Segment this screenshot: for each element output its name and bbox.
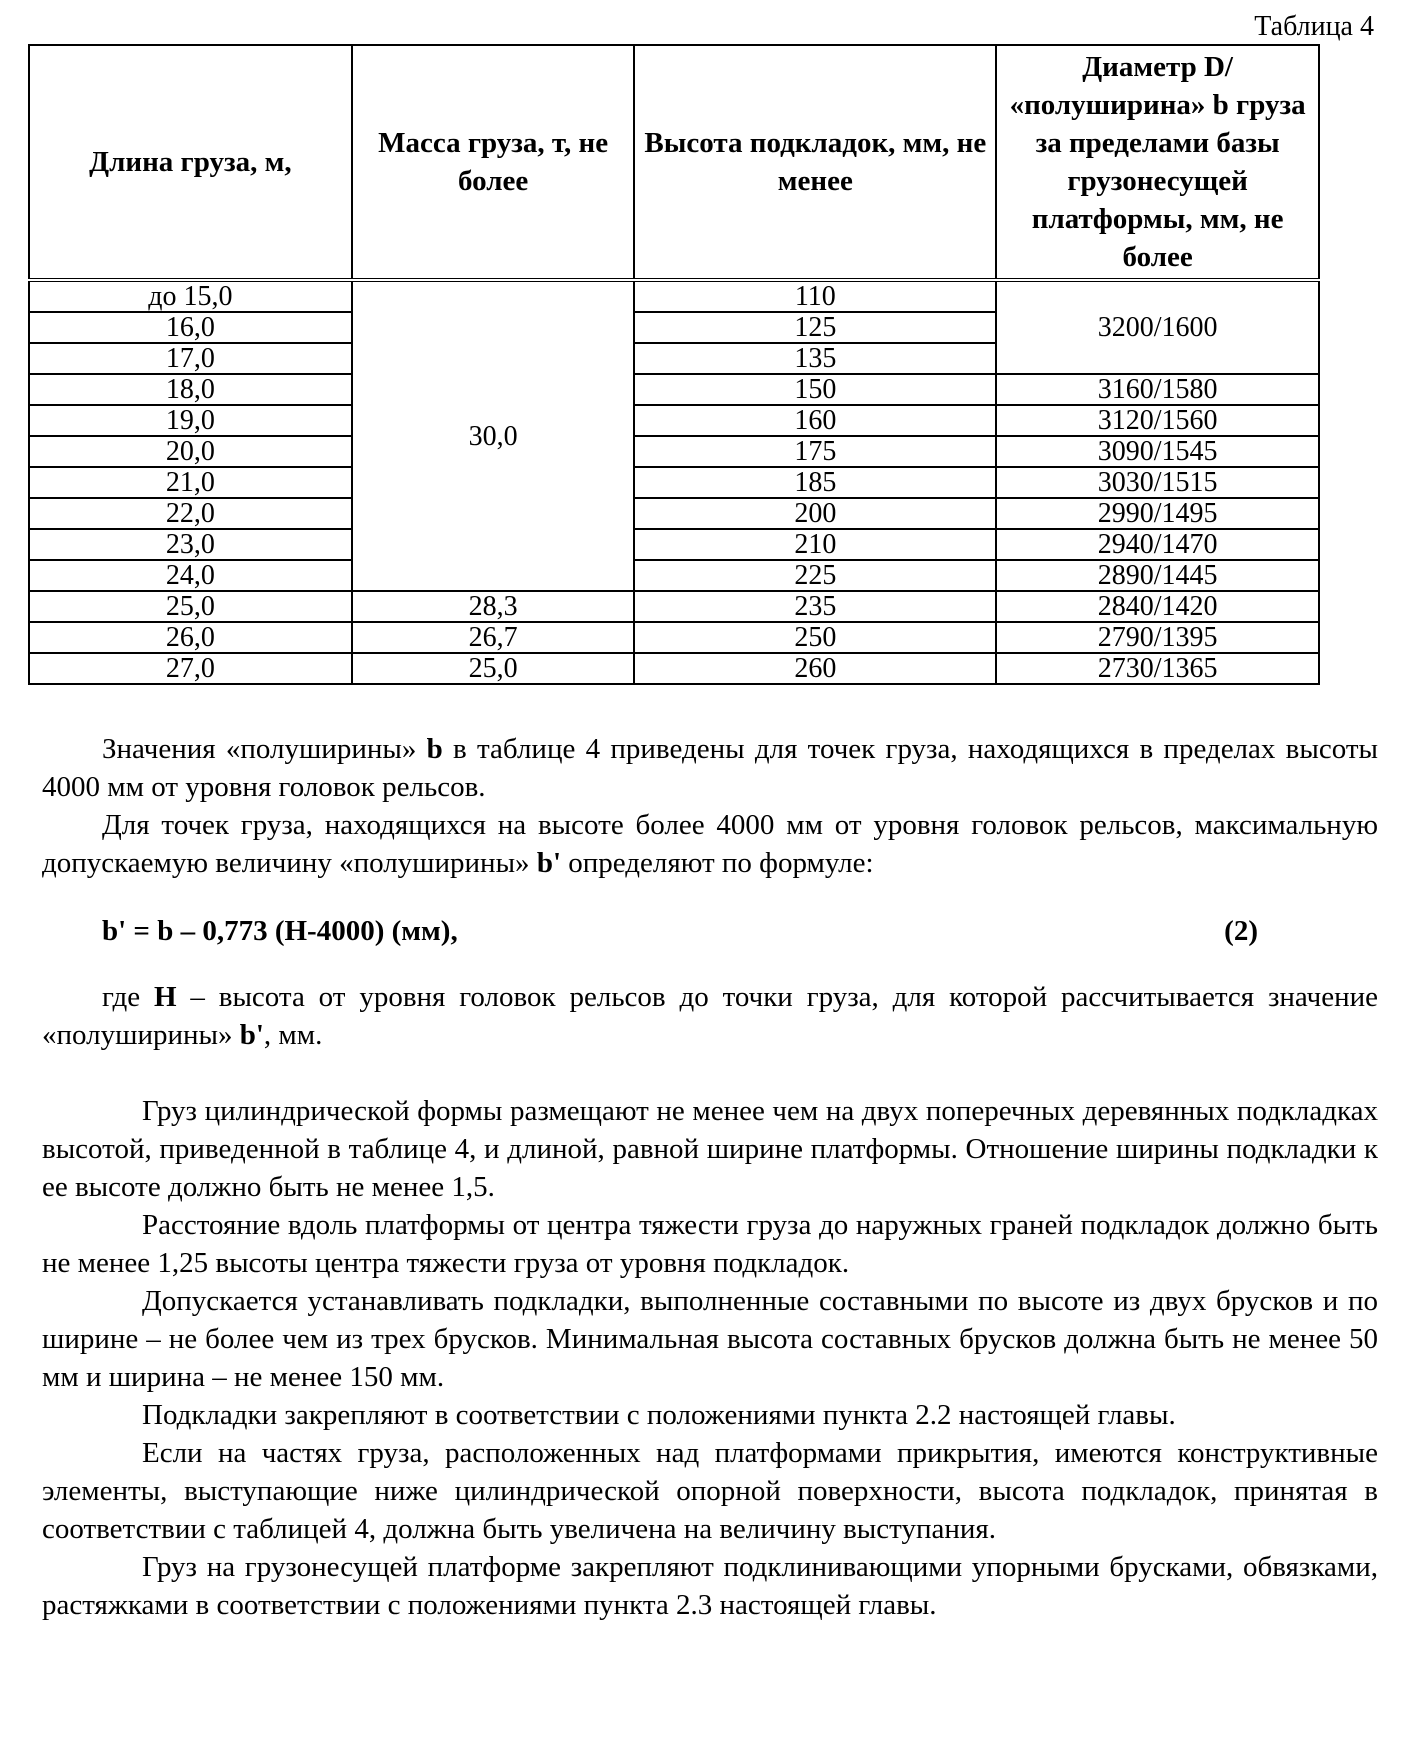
table-row <box>29 280 1319 312</box>
table-caption: Таблица 4 <box>1254 11 1374 42</box>
cell-diameter: 3030/1515 <box>996 467 1319 498</box>
cell-diameter: 2990/1495 <box>996 498 1319 529</box>
cell-height: 200 <box>634 498 996 529</box>
paragraph: где H – высота от уровня головок рельсов до точки груза, для которой рассчитывается значение «полуширины» b', мм. <box>42 981 1379 1051</box>
cell-length: до 15,0 <box>29 280 352 312</box>
cell-height: 185 <box>634 467 996 498</box>
table-row <box>29 560 1319 591</box>
cell-diameter: 2840/1420 <box>996 591 1319 622</box>
cell-height: 225 <box>634 560 996 591</box>
cell-mass: 30,0 <box>352 280 635 591</box>
cell-diameter: 3160/1580 <box>996 374 1319 405</box>
cell-length: 23,0 <box>29 529 352 560</box>
table-row <box>29 591 1319 622</box>
paragraph: Груз цилиндрической формы размещают не менее чем на двух поперечных деревянных подкладках высотой, приведенной в таблице 4, и длиной, равной ширине платформы. Отношение ширины подкладки к ее высоте должно быть не менее 1,5. <box>42 1095 1378 1203</box>
paragraph: Допускается устанавливать подкладки, выполненные составными по высоте из двух брусков и по ширине – не более чем из трех брусков. Минимальная высота составных брусков должна быть не менее 50 мм и ширина – не менее 150 мм. <box>42 1285 1378 1393</box>
cell-mass: 26,7 <box>352 622 635 653</box>
cell-length: 18,0 <box>29 374 352 405</box>
cell-height: 250 <box>634 622 996 653</box>
cell-diameter: 2790/1395 <box>996 622 1319 653</box>
cell-length: 16,0 <box>29 312 352 343</box>
paragraph: Если на частях груза, расположенных над платформами прикрытия, имеются конструктивные элементы, выступающие ниже цилиндрической опорной поверхности, высота подкладок, принятая в соответствии с таблицей 4, должна быть увеличена на величину выступания. <box>42 1437 1378 1545</box>
paragraph: Груз на грузонесущей платформе закрепляют подклинивающими упорными брусками, обвязками, растяжками в соответствии с положениями пункта 2.3 настоящей главы. <box>42 1551 1378 1621</box>
cell-height: 110 <box>634 280 996 312</box>
cell-length: 24,0 <box>29 560 352 591</box>
cell-mass: 25,0 <box>352 653 635 684</box>
cell-height: 175 <box>634 436 996 467</box>
cell-height: 150 <box>634 374 996 405</box>
formula-number: (2) <box>1224 915 1258 947</box>
cell-length: 21,0 <box>29 467 352 498</box>
header-mass: Масса груза, т, не более <box>352 45 635 280</box>
header-length: Длина груза, м, <box>29 45 352 280</box>
cell-diameter: 2890/1445 <box>996 560 1319 591</box>
paragraph: Для точек груза, находящихся на высоте более 4000 мм от уровня головок рельсов, максимальную допускаемую величину «полуширины» b' определяют по формуле: <box>42 809 1378 879</box>
table-row <box>29 529 1319 560</box>
cell-mass: 28,3 <box>352 591 635 622</box>
table-row <box>29 467 1319 498</box>
formula-expression: b' = b – 0,773 (H-4000) (мм), <box>102 915 458 947</box>
cell-height: 125 <box>634 312 996 343</box>
formula <box>42 912 1378 950</box>
cell-diameter: 2940/1470 <box>996 529 1319 560</box>
cell-length: 22,0 <box>29 498 352 529</box>
cell-length: 19,0 <box>29 405 352 436</box>
cell-length: 17,0 <box>29 343 352 374</box>
cell-length: 25,0 <box>29 591 352 622</box>
cell-diameter: 3090/1545 <box>996 436 1319 467</box>
table-row <box>29 436 1319 467</box>
data-table <box>28 44 1320 685</box>
cell-diameter: 3200/1600 <box>996 280 1319 374</box>
table-row <box>29 374 1319 405</box>
table-row <box>29 622 1319 653</box>
body-text <box>42 730 1378 1624</box>
paragraph: Подкладки закрепляют в соответствии с положениями пункта 2.2 настоящей главы. <box>142 1399 1176 1431</box>
table-row <box>29 498 1319 529</box>
paragraph: Расстояние вдоль платформы от центра тяжести груза до наружных граней подкладок должно быть не менее 1,25 высоты центра тяжести груза от уровня подкладок. <box>42 1209 1378 1279</box>
header-height: Высота подкладок, мм, не менее <box>634 45 996 280</box>
cell-height: 235 <box>634 591 996 622</box>
cell-length: 27,0 <box>29 653 352 684</box>
header-diameter: Диаметр D/ «полуширина» b груза за пределами базы грузонесущей платформы, мм, не более <box>996 45 1319 280</box>
cell-diameter: 2730/1365 <box>996 653 1319 684</box>
cell-length: 20,0 <box>29 436 352 467</box>
cell-height: 260 <box>634 653 996 684</box>
cell-length: 26,0 <box>29 622 352 653</box>
cell-diameter: 3120/1560 <box>996 405 1319 436</box>
cell-height: 160 <box>634 405 996 436</box>
cell-height: 135 <box>634 343 996 374</box>
table-row <box>29 653 1319 684</box>
table-row <box>29 405 1319 436</box>
paragraph: Значения «полуширины» b в таблице 4 приведены для точек груза, находящихся в пределах высоты 4000 мм от уровня головок рельсов. <box>42 733 1379 803</box>
table-header-row <box>29 45 1319 280</box>
cell-height: 210 <box>634 529 996 560</box>
